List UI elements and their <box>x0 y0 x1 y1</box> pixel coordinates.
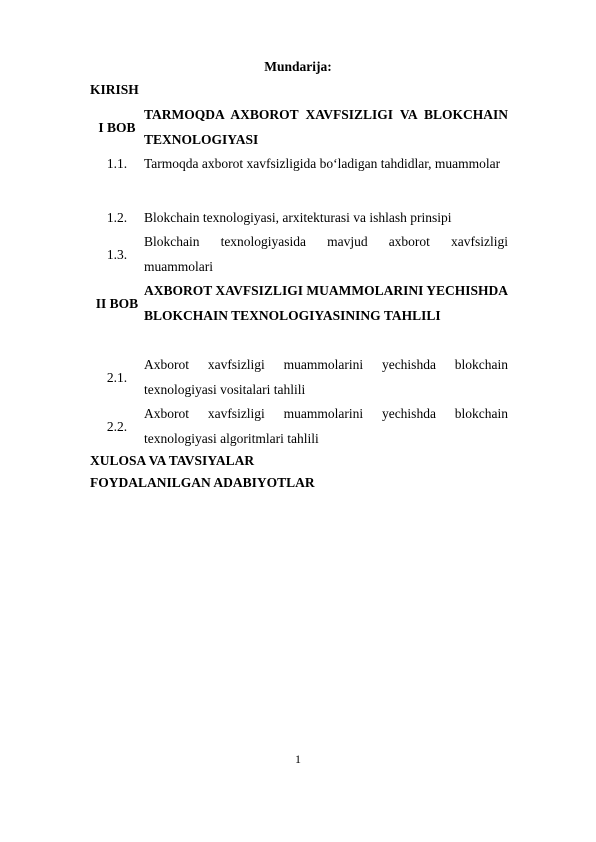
toc-section-1-3 <box>90 230 508 279</box>
toc-intro: KIRISH <box>90 82 139 97</box>
toc-chapter-2 <box>90 279 508 328</box>
page-number: 1 <box>295 752 301 766</box>
section-number: 2.2. <box>106 418 128 434</box>
toc-section-2-1 <box>90 353 508 402</box>
chapter-title: TARMOQDA AXBOROT XAVFSIZLIGI VA BLOKCHAIN TEXNOLOGIYASI <box>144 107 508 147</box>
section-title: Blokchain texnologiyasida mavjud axborot xavfsizligi muammolari <box>144 234 508 274</box>
chapter-title: AXBOROT XAVFSIZLIGI MUAMMOLARINI YECHISHDA BLOKCHAIN TEXNOLOGIYASINING TAHLILI <box>144 283 508 323</box>
section-title: Axborot xavfsizligi muammolarini yechishda blokchain texnologiyasi vositalari tahlili <box>144 357 508 397</box>
toc-section-1-1 <box>90 152 508 177</box>
toc-section-2-2 <box>90 402 508 451</box>
toc-chapter-1 <box>90 103 508 152</box>
section-title: Axborot xavfsizligi muammolarini yechishda blokchain texnologiyasi algoritmlari tahlili <box>144 406 508 446</box>
section-title: Tarmoqda axborot xavfsizligida bo‘ladigan tahdidlar, muammolar <box>144 156 501 171</box>
section-number: 1.3. <box>106 246 128 262</box>
chapter-label: II BOB <box>95 295 139 311</box>
chapter-label: I BOB <box>98 119 136 135</box>
page-title: Mundarija: <box>264 59 332 74</box>
section-number: 1.2. <box>106 210 128 226</box>
section-number: 2.1. <box>106 369 128 385</box>
section-number: 1.1. <box>106 156 128 172</box>
section-title: Blokchain texnologiyasi, arxitekturasi va ishlash prinsipi <box>144 210 452 225</box>
toc-conclusion: XULOSA VA TAVSIYALAR <box>90 453 255 468</box>
toc-section-1-2 <box>90 206 508 231</box>
toc-references: FOYDALANILGAN ADABIYOTLAR <box>90 475 315 490</box>
